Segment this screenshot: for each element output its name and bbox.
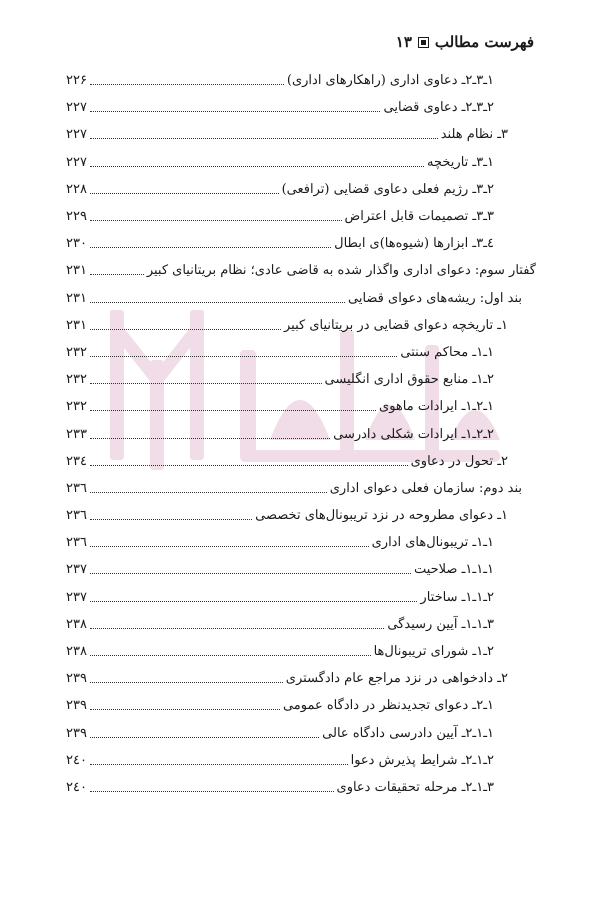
- toc-entry: [66, 448, 536, 475]
- toc-entry-title: ۱ـ۲ـ۱ـ ایرادات ماهوی: [379, 399, 494, 415]
- toc-entry-page: ۲۳۱: [66, 263, 87, 279]
- dot-leader: [90, 410, 376, 411]
- toc-entry-page: ۲۳٦: [66, 535, 87, 551]
- toc-entry-title: ۲ـ دادخواهی در نزد مراجع عام دادگستری: [285, 671, 508, 687]
- toc-entry-title: ۱ـ۱ـ تریبونال‌های اداری: [371, 535, 494, 551]
- toc-entry: [66, 94, 536, 121]
- toc-entry-page: ۲۳۸: [66, 644, 87, 660]
- toc-entry-page: ۲۲۹: [66, 209, 87, 225]
- toc-entry-page: ۲۲۸: [66, 181, 87, 197]
- toc-entry: [66, 638, 536, 665]
- toc-entry: [66, 420, 536, 447]
- dot-leader: [90, 764, 348, 765]
- toc-entry: [66, 67, 536, 94]
- toc-entry-title: ۱ـ۱ـ۱ـ صلاحیت: [413, 562, 494, 578]
- toc-entry: [66, 692, 536, 719]
- dot-leader: [90, 737, 319, 738]
- toc-entry-page: ۲۳۹: [66, 698, 87, 714]
- dot-leader: [90, 274, 144, 275]
- dot-leader: [90, 84, 284, 85]
- dot-leader: [90, 492, 327, 493]
- toc-entry-title: ۱ـ۲ـ دعوای تجدیدنظر در دادگاه عمومی: [282, 698, 494, 714]
- toc-entry-title: ۳ـ نظام هلند: [440, 127, 508, 143]
- toc-entry: [66, 584, 536, 611]
- running-header: [66, 30, 534, 54]
- dot-leader: [90, 193, 279, 194]
- dot-leader: [90, 628, 384, 629]
- toc-entry: [66, 774, 536, 801]
- square-bullet-icon: [418, 37, 429, 48]
- toc-entry: [66, 339, 536, 366]
- toc-entry: [66, 121, 536, 148]
- toc-entry: [66, 529, 536, 556]
- toc-entry-page: ۲۳۷: [66, 562, 87, 578]
- toc-entry: [66, 720, 536, 747]
- toc-entry-page: ۲۲۷: [66, 127, 87, 143]
- dot-leader: [90, 247, 331, 248]
- toc-entry-page: ۲۳٤: [66, 453, 87, 469]
- toc-entry: [66, 665, 536, 692]
- toc-entry-title: بند اول: ریشه‌های دعوای قضایی: [347, 290, 522, 306]
- toc-entry-page: ۲۲۷: [66, 100, 87, 116]
- toc-entry: [66, 176, 536, 203]
- toc-entry-page: ۲۳۸: [66, 616, 87, 632]
- dot-leader: [90, 682, 283, 683]
- toc-entry-page: ۲۲۶: [66, 73, 87, 89]
- dot-leader: [90, 220, 342, 221]
- dot-leader: [90, 655, 371, 656]
- dot-leader: [90, 546, 369, 547]
- dot-leader: [90, 356, 397, 357]
- toc-entry-page: ۲۳۷: [66, 589, 87, 605]
- toc-entry-title: ۱ـ دعوای مطروحه در نزد تریبونال‌های تخصصی: [255, 508, 508, 524]
- toc-entry: [66, 502, 536, 529]
- header-page-number: ۱۳: [395, 33, 412, 51]
- toc-entry-page: ۲۳۱: [66, 317, 87, 333]
- toc-entry-title: ۱ـ تاریخچه دعوای قضایی در بریتانیای کبیر: [283, 317, 508, 333]
- toc-entry-title: ۲ـ۲ـ۱ـ ایرادات شکلی دادرسی: [333, 426, 494, 442]
- toc-entry-page: ۲۳۰: [66, 236, 87, 252]
- toc-entry-title: ۱ـ۱ـ محاکم سنتی: [400, 344, 494, 360]
- dot-leader: [90, 166, 424, 167]
- dot-leader: [90, 383, 322, 384]
- toc-entry: [66, 230, 536, 257]
- toc-entry-title: ۳ـ۱ـ۱ـ آیین رسیدگی: [387, 616, 494, 632]
- table-of-contents: [66, 67, 536, 801]
- toc-entry-title: ۱ـ۳ـ تاریخچه: [427, 154, 494, 170]
- toc-entry-title: ۲ـ۱ـ۲ـ شرایط پذیرش دعوا: [350, 752, 494, 768]
- toc-entry: [66, 366, 536, 393]
- dot-leader: [90, 302, 345, 303]
- toc-entry-title: ۲ـ۳ـ۲ـ دعاوی قضایی: [383, 100, 494, 116]
- toc-entry-page: ۲٤۰: [66, 752, 87, 768]
- toc-entry-title: ۲ـ تحول در دعاوی: [410, 453, 508, 469]
- dot-leader: [90, 111, 381, 112]
- toc-entry-page: ۲۳۲: [66, 372, 87, 388]
- dot-leader: [90, 138, 438, 139]
- toc-entry-page: ۲۳۲: [66, 344, 87, 360]
- dot-leader: [90, 573, 411, 574]
- toc-entry-page: ۲۳۹: [66, 671, 87, 687]
- toc-entry-page: ۲۳٦: [66, 508, 87, 524]
- toc-entry-title: ۲ـ۱ـ شورای تریبونال‌ها: [373, 644, 494, 660]
- dot-leader: [90, 791, 334, 792]
- toc-entry-title: ۳ـ۳ـ تصمیمات قابل اعتراض: [344, 209, 494, 225]
- toc-entry-title: ۳ـ۱ـ۲ـ مرحله تحقیقات دعاوی: [336, 779, 494, 795]
- dot-leader: [90, 709, 280, 710]
- toc-entry: [66, 257, 536, 284]
- toc-entry: [66, 556, 536, 583]
- toc-entry-page: ۲۳۲: [66, 399, 87, 415]
- toc-entry-title: ۱ـ۳ـ۲ـ دعاوی اداری (راهکارهای اداری): [286, 73, 494, 89]
- toc-entry: [66, 611, 536, 638]
- toc-entry: [66, 149, 536, 176]
- toc-entry-title: بند دوم: سازمان فعلی دعوای اداری: [329, 480, 522, 496]
- toc-entry: [66, 475, 536, 502]
- toc-entry-page: ۲۳۳: [66, 426, 87, 442]
- toc-entry-title: ۲ـ۱ـ منابع حقوق اداری انگلیسی: [324, 372, 494, 388]
- toc-entry: [66, 747, 536, 774]
- toc-entry: [66, 203, 536, 230]
- toc-entry-page: ۲۳٦: [66, 480, 87, 496]
- toc-entry-page: ۲۲۷: [66, 154, 87, 170]
- toc-entry-title: ۲ـ۱ـ۱ـ ساختار: [420, 589, 494, 605]
- dot-leader: [90, 329, 281, 330]
- toc-entry-title: ۱ـ۱ـ۲ـ آیین دادرسی دادگاه عالی: [322, 725, 494, 741]
- header-title: فهرست مطالب: [434, 33, 534, 51]
- dot-leader: [90, 519, 252, 520]
- toc-entry-page: ۲٤۰: [66, 779, 87, 795]
- toc-entry-title: گفتار سوم: دعوای اداری واگذار شده به قاضی عادی؛ نظام بریتانیای کبیر: [146, 263, 536, 279]
- dot-leader: [90, 465, 408, 466]
- toc-entry: [66, 285, 536, 312]
- toc-entry-page: ۲۳۹: [66, 725, 87, 741]
- dot-leader: [90, 438, 330, 439]
- toc-entry-page: ۲۳۱: [66, 290, 87, 306]
- toc-entry: [66, 312, 536, 339]
- toc-entry: [66, 393, 536, 420]
- dot-leader: [90, 601, 417, 602]
- toc-entry-title: ۲ـ۳ـ رژیم فعلی دعاوی قضایی (ترافعی): [281, 181, 494, 197]
- toc-entry-title: ٤ـ۳ـ ابزارها (شیوه‌ها)ی ابطال: [334, 236, 494, 252]
